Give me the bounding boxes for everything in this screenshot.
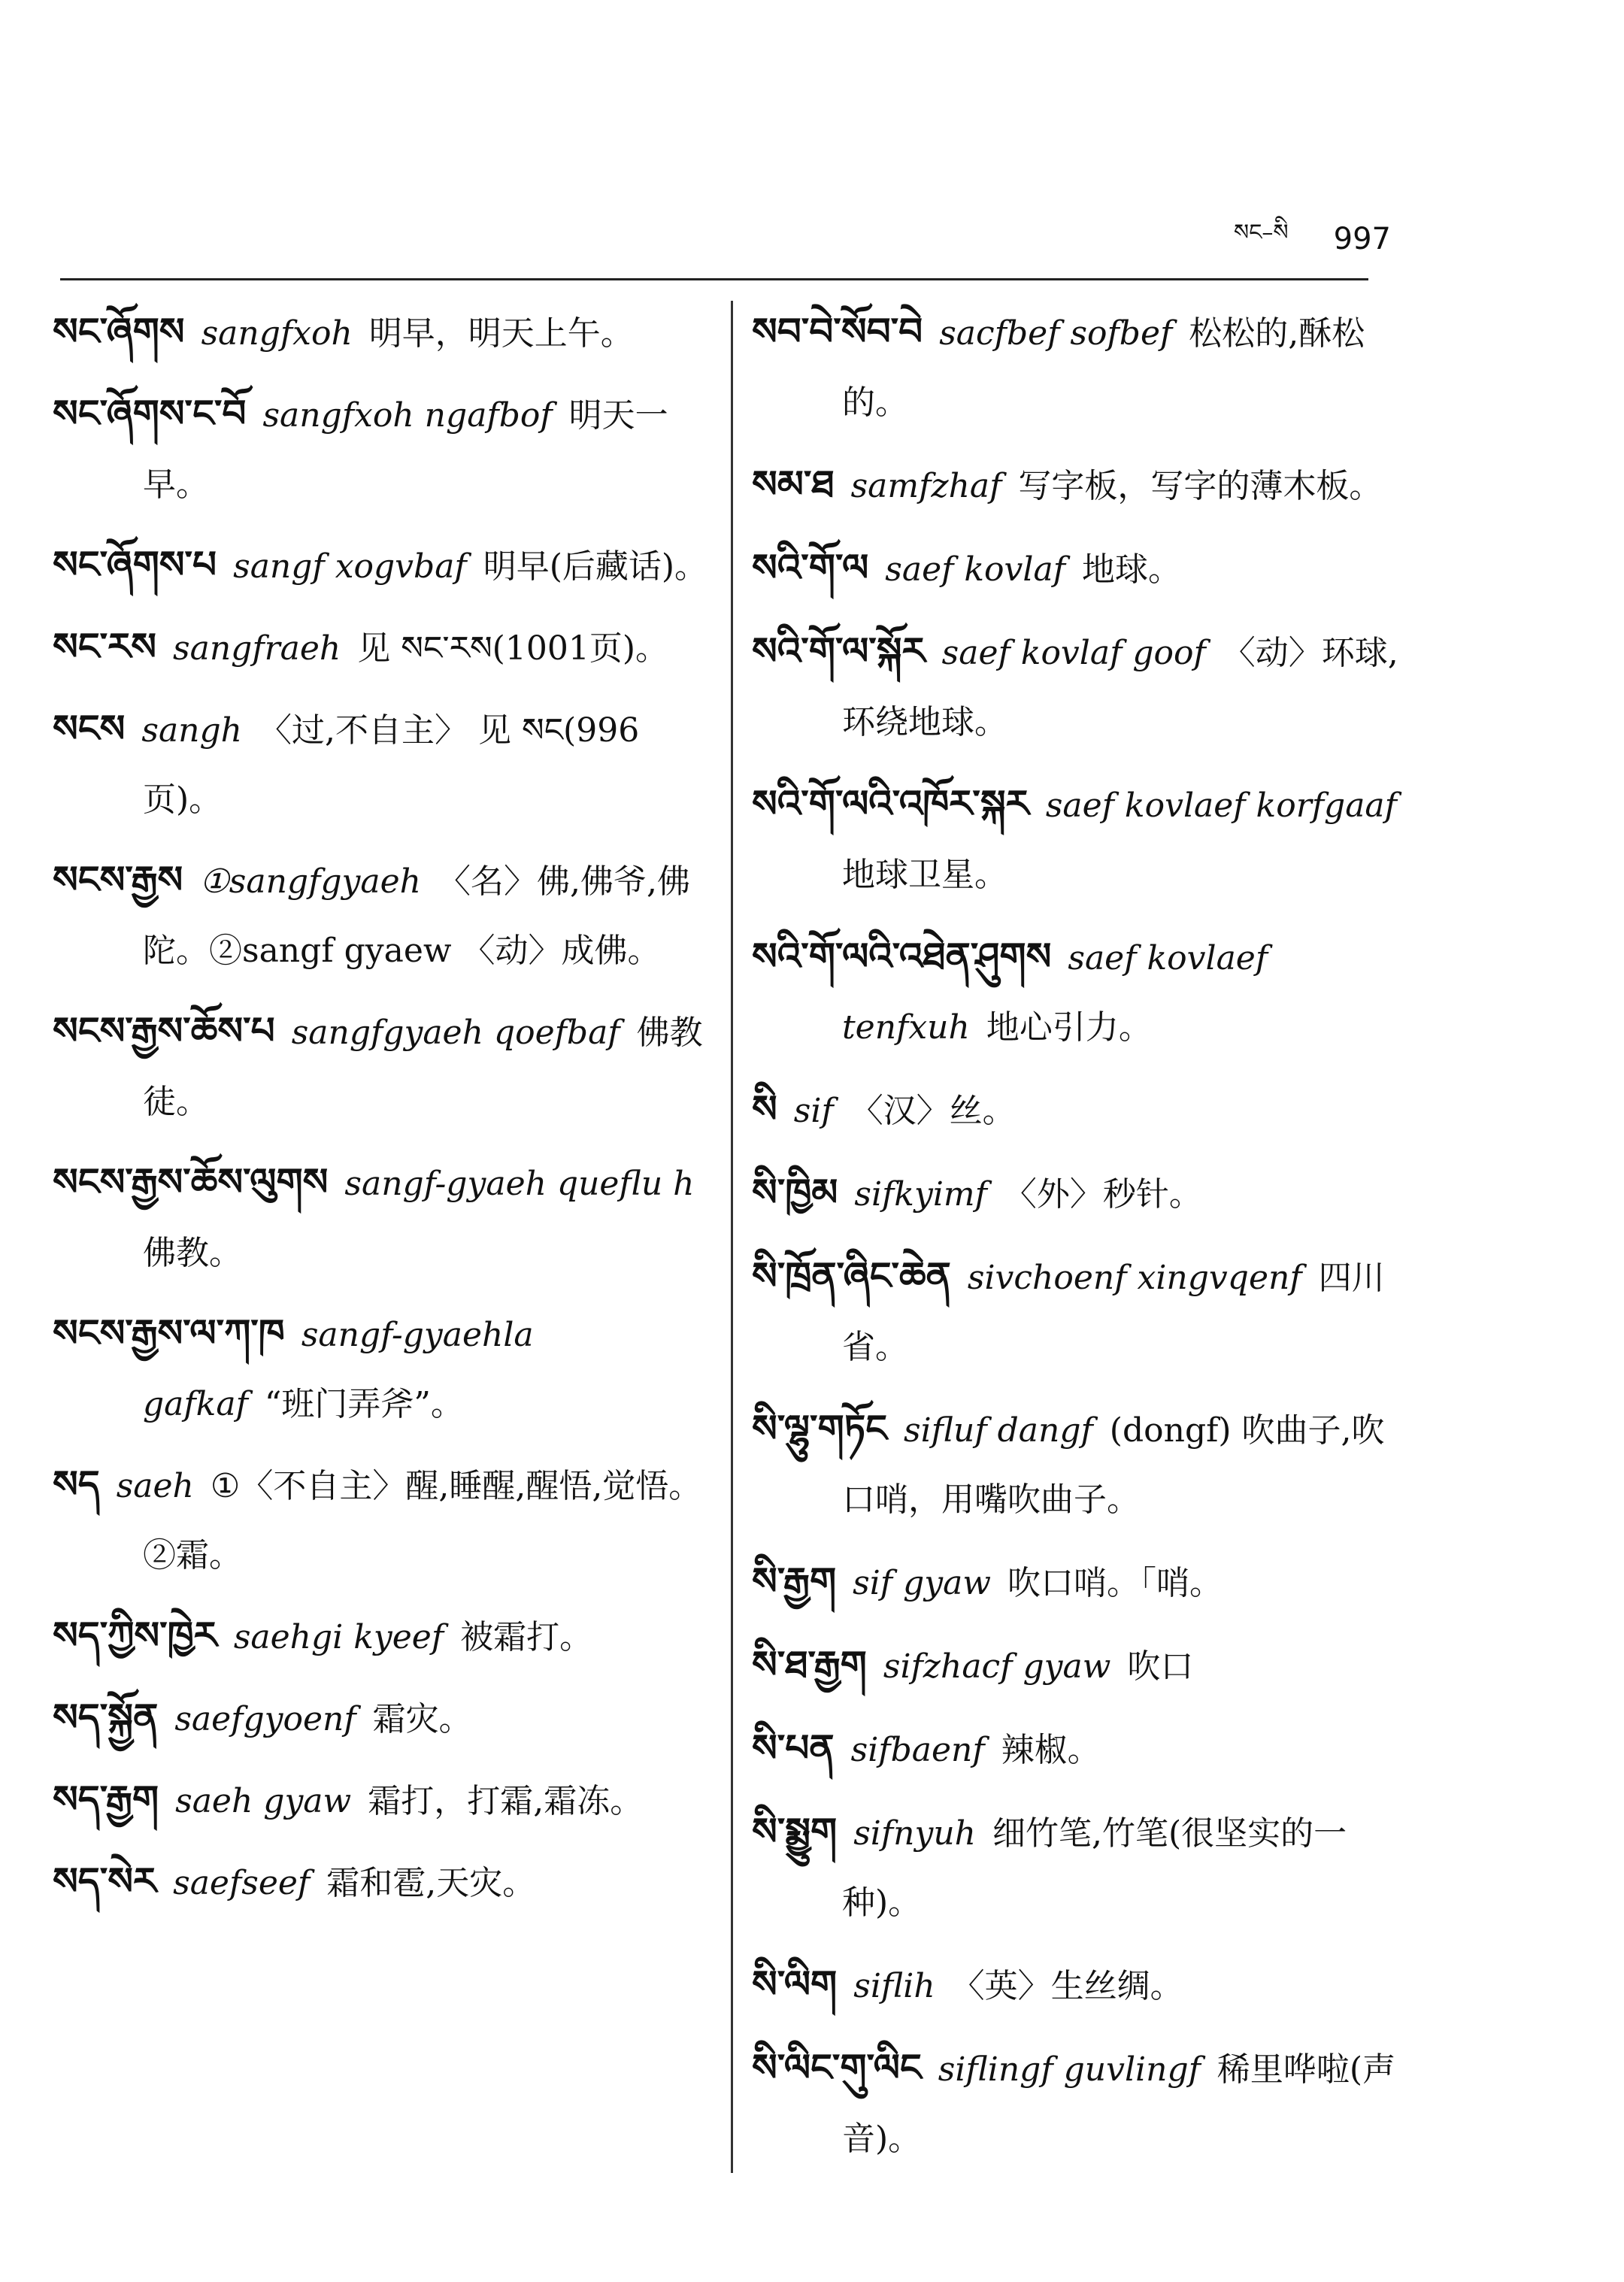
- tibetan-headword: སི་ཐ་རྒྱག: [752, 1643, 867, 1686]
- tibetan-headword: སའི་གོ་ལའི་འཐེན་ཤུགས: [752, 935, 1052, 978]
- romanization: sivchoenf xingvqenf: [967, 1259, 1302, 1297]
- tibetan-headword: སམ་ཐ: [752, 462, 835, 506]
- dictionary-entry: [53, 530, 714, 602]
- romanization: sifkyimf: [854, 1175, 987, 1214]
- column-divider: [731, 301, 733, 2173]
- tibetan-headword: སའི་གོ་ལ: [752, 546, 869, 589]
- definition: 明天一早。: [143, 396, 668, 504]
- tibetan-headword: སད་ཀྱིས་ཁྱེར: [53, 1614, 217, 1657]
- dictionary-entry: [752, 617, 1413, 757]
- romanization: saef kovlaef tenfxuh: [842, 939, 1268, 1047]
- romanization: sif gyaw: [853, 1564, 991, 1602]
- definition: 四川省。: [842, 1259, 1385, 1366]
- tibetan-headword: སང་ཞོགས་པ: [53, 543, 217, 586]
- tibetan-headword: སི་ཁྱིམ: [752, 1171, 838, 1214]
- dictionary-entry: [53, 1601, 714, 1672]
- tibetan-headword: སི་རྒྱག: [752, 1559, 837, 1603]
- romanization: sifluf dangf: [904, 1411, 1093, 1450]
- dictionary-entry: [752, 533, 1413, 605]
- dictionary-entry: [752, 1158, 1413, 1229]
- dictionary-entry: [53, 1450, 714, 1590]
- romanization: sifnyuh: [853, 1814, 977, 1853]
- tibetan-headword: སི་སྨྱུག: [752, 1810, 838, 1853]
- romanization: siflih: [853, 1967, 935, 2005]
- definition: 写字板，写字的薄木板。: [1018, 467, 1383, 505]
- dictionary-entry: [53, 612, 714, 683]
- dictionary-entry: [53, 1847, 714, 1918]
- romanization: sangh: [141, 711, 243, 750]
- definition: 佛教徒。: [143, 1014, 703, 1121]
- definition: 霜和雹,天灾。: [326, 1864, 536, 1902]
- tibetan-headword: སི་ལིང་གུ་ལིང: [752, 2046, 922, 2090]
- romanization: sangf-gyaeh queflu h: [344, 1165, 695, 1203]
- dictionary-entry: [752, 1950, 1413, 2021]
- definition: 见 སང་རས(1001页)。: [357, 629, 668, 668]
- definition: 地心引力。: [986, 1008, 1152, 1047]
- tibetan-headword: སངས་རྒྱས: [53, 858, 183, 902]
- dictionary-entry: [752, 1241, 1413, 1382]
- tibetan-headword: སབ་བེ་སོབ་བེ: [752, 310, 923, 353]
- romanization: sangfxoh ngafbof: [262, 396, 553, 435]
- definition: 稀里哗啦(声音)。: [842, 2050, 1396, 2158]
- tibetan-headword: སི་པན: [752, 1726, 835, 1770]
- header-rule: [60, 278, 1368, 280]
- tibetan-headword: སད་སྐྱོན: [53, 1696, 159, 1739]
- dictionary-entry: [53, 1765, 714, 1836]
- dictionary-entry: [752, 922, 1413, 1062]
- definition: 〈名〉佛,佛爷,佛陀。②sangf gyaew 〈动〉成佛。: [143, 862, 690, 970]
- romanization: sifbaenf: [850, 1731, 985, 1769]
- definition: 被霜打。: [460, 1618, 593, 1656]
- definition: 霜打，打霜,霜冻。: [368, 1782, 644, 1820]
- dictionary-entry: [53, 297, 714, 368]
- romanization: saefseef: [173, 1864, 311, 1902]
- tibetan-headword: སད: [53, 1462, 100, 1506]
- romanization: saef kovlaef korfgaaf: [1045, 786, 1397, 825]
- dictionary-entry: [752, 297, 1413, 438]
- tibetan-headword: སངས: [53, 707, 126, 750]
- romanization: ①sangfgyaeh: [199, 862, 421, 901]
- romanization: siflingf guvlingf: [938, 2050, 1201, 2089]
- tibetan-headword: སང་རས: [53, 625, 156, 668]
- romanization: saeh gyaw: [175, 1782, 352, 1820]
- definition: 辣椒。: [1001, 1731, 1101, 1769]
- tibetan-headword: སའི་གོ་ལ་སྐོར: [752, 629, 926, 673]
- definition: 〈过,不自主〉 见 སང(996页)。: [143, 711, 640, 819]
- dictionary-entry: [752, 1074, 1413, 1146]
- definition: (dongf) 吹曲子,吹口哨，用嘴吹曲子。: [842, 1411, 1385, 1519]
- definition: 明早(后藏话)。: [483, 547, 708, 586]
- tibetan-headword: སི་ལྷུ་གཏོང: [752, 1407, 887, 1450]
- definition: 吹口: [1127, 1647, 1194, 1686]
- romanization: sangf xogvbaf: [233, 547, 467, 586]
- romanization: sangfraeh: [173, 629, 341, 668]
- tibetan-headword: སངས་རྒྱས་ལ་ཀ་ཁ: [53, 1311, 285, 1355]
- romanization: saehgi kyeef: [233, 1618, 444, 1656]
- page-number: 997: [1333, 222, 1391, 256]
- romanization: sifzhacf gyaw: [883, 1647, 1111, 1686]
- dictionary-entry: [53, 1683, 714, 1754]
- romanization: saeh: [116, 1467, 194, 1505]
- tibetan-headword: སད་སེར: [53, 1859, 157, 1903]
- definition: “班门弄斧”。: [264, 1385, 464, 1423]
- right-column: [752, 297, 1413, 2174]
- page-header: [1053, 209, 1391, 269]
- guide-word: སང–སི: [1233, 220, 1289, 246]
- romanization: saef kovlaf: [885, 550, 1065, 589]
- romanization: saefgyoenf: [174, 1700, 356, 1738]
- dictionary-entry: [752, 1797, 1413, 1938]
- tibetan-headword: སའི་གོ་ལའི་འཁོར་སྐར: [752, 782, 1029, 826]
- romanization: samfzhaf: [850, 467, 1002, 505]
- dictionary-entry: [53, 996, 714, 1137]
- tibetan-headword: སང་ཞོགས་ང་བོ: [53, 392, 247, 435]
- tibetan-headword: སངས་རྒྱས་ཆོས་ལུགས: [53, 1160, 329, 1204]
- definition: 明早，明天上午。: [368, 314, 634, 353]
- dictionary-entry: [53, 1147, 714, 1288]
- tibetan-headword: སད་རྒྱག: [53, 1777, 159, 1821]
- dictionary-entry: [53, 845, 714, 986]
- dictionary-entry: [752, 2033, 1413, 2174]
- romanization: sif: [793, 1092, 834, 1130]
- dictionary-entry: [752, 450, 1413, 521]
- dictionary-entry: [752, 769, 1413, 910]
- definition: 〈汉〉丝。: [850, 1092, 1016, 1130]
- definition: 霜灾。: [372, 1700, 472, 1738]
- definition: 〈英〉生丝绸。: [951, 1967, 1183, 2005]
- dictionary-entry: [752, 1547, 1413, 1618]
- tibetan-headword: སི: [752, 1087, 777, 1131]
- tibetan-headword: སང་ཞོགས: [53, 310, 185, 353]
- dictionary-entry: [53, 379, 714, 520]
- tibetan-headword: སངས་རྒྱས་ཆོས་པ: [53, 1009, 275, 1053]
- definition: 佛教。: [143, 1234, 242, 1272]
- definition: 地球卫星。: [842, 856, 1007, 894]
- romanization: sacfbef sofbef: [939, 314, 1173, 353]
- romanization: saef kovlaf goof: [941, 634, 1206, 672]
- dictionary-entry: [752, 1714, 1413, 1785]
- definition: 〈动〉环球,环绕地球。: [842, 634, 1398, 741]
- tibetan-headword: སི་ཁྲོན་ཞིང་ཆེན: [752, 1254, 951, 1298]
- definition: ①〈不自主〉醒,睡醒,醒悟,觉悟。②霜。: [143, 1467, 702, 1574]
- definition: 〈外〉秒针。: [1003, 1175, 1202, 1214]
- left-column: [53, 297, 714, 1918]
- romanization: sangfxoh: [201, 314, 353, 353]
- romanization: sangf-gyaehla gafkaf: [143, 1316, 534, 1423]
- romanization: sangfgyaeh qoefbaf: [291, 1014, 620, 1052]
- definition: 松松的,酥松的。: [842, 314, 1365, 422]
- definition: 吹口哨。「哨。: [1007, 1564, 1223, 1602]
- definition: 地球。: [1081, 550, 1181, 589]
- definition: 细竹笔,竹笔(很坚实的一种)。: [842, 1814, 1347, 1922]
- dictionary-entry: [752, 1630, 1413, 1702]
- dictionary-entry: [53, 1299, 714, 1439]
- dictionary-entry: [53, 694, 714, 835]
- tibetan-headword: སི་ལིག: [752, 1962, 838, 2006]
- dictionary-entry: [752, 1394, 1413, 1535]
